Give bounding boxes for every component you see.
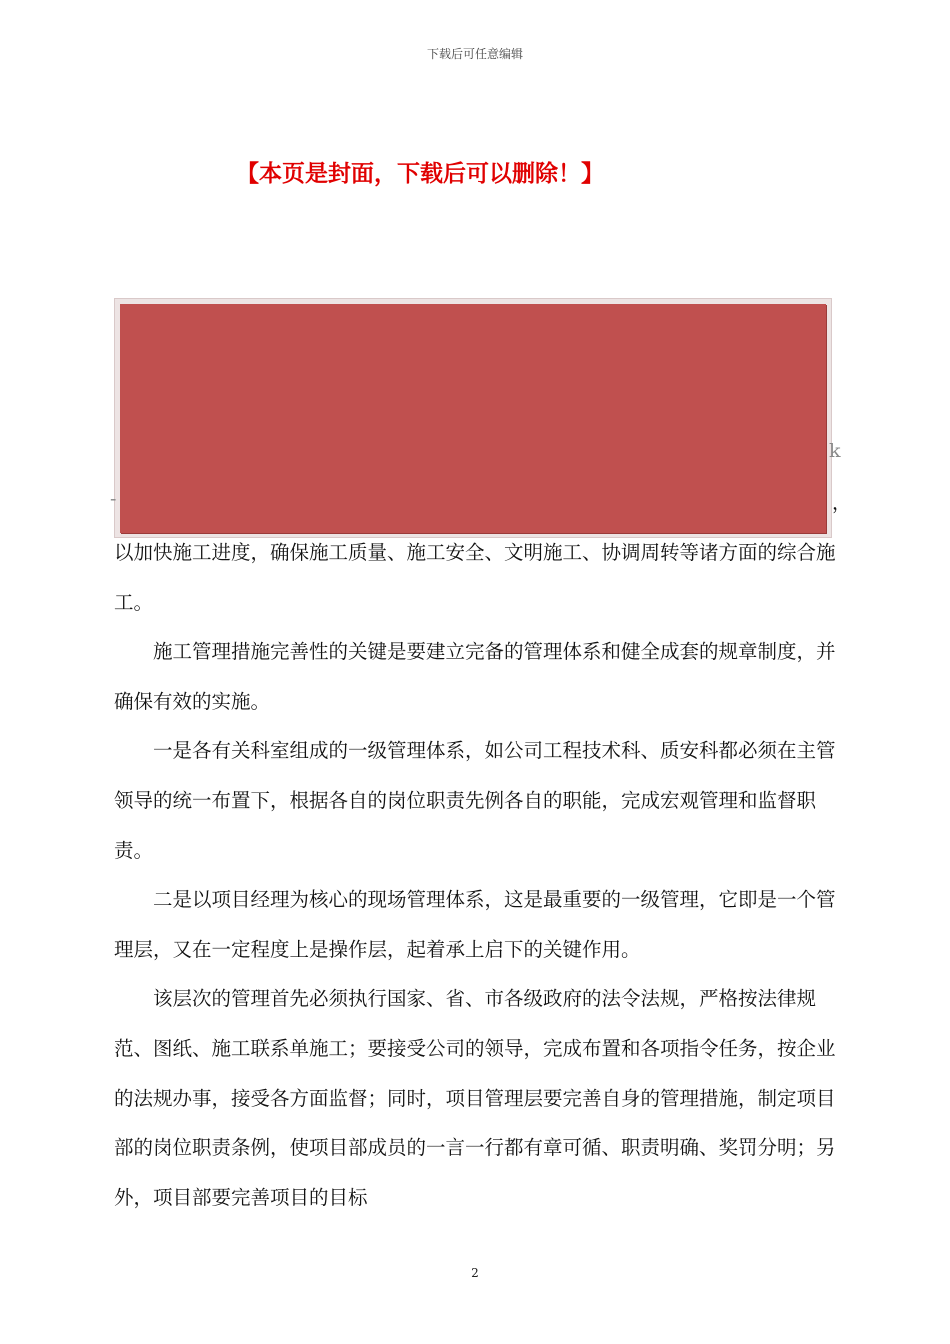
edge-mark-left-mid: -	[110, 488, 117, 510]
paragraph-4: 二是以项目经理为核心的现场管理体系，这是最重要的一级管理，它即是一个管理层，又在一定程度上是操作层，起着承上启下的关键作用。	[114, 888, 836, 961]
page-number: 2	[471, 1266, 479, 1280]
paragraph-1: 以加快施工进度，确保施工质量、施工安全、文明施工、协调周转等诸方面的综合施工。	[114, 541, 836, 614]
paragraph-2: 施工管理措施完善性的关键是要建立完备的管理体系和健全成套的规章制度，并确保有效的实施。	[114, 640, 836, 713]
cover-removal-notice: 【本页是封面，下载后可以删除！】	[236, 161, 604, 187]
body-text	[114, 528, 838, 1222]
paragraph-3: 一是各有关科室组成的一级管理体系，如公司工程技术科、质安科都必须在主管领导的统一布置下，根据各自的岗位职责先例各自的职能，完成宏观管理和监督职责。	[114, 739, 836, 862]
edge-mark-right-top: k	[829, 440, 841, 462]
header-note: 下载后可任意编辑	[426, 47, 523, 61]
paragraph-5: 该层次的管理首先必须执行国家、省、市各级政府的法令法规，严格按法律规范、图纸、施工联系单施工；要接受公司的领导，完成布置和各项指令任务，按企业的法规办事，接受各方面监督；同时，项目管理层要完善自身的管理措施，制定项目部的岗位职责条例，使项目部成员的一言一行都有章可循、职责明确、奖罚分明；另外，项目部要完善项目的目标	[114, 987, 836, 1209]
cover-banner-block	[120, 304, 826, 533]
edge-mark-right-mid: ，	[832, 492, 852, 514]
